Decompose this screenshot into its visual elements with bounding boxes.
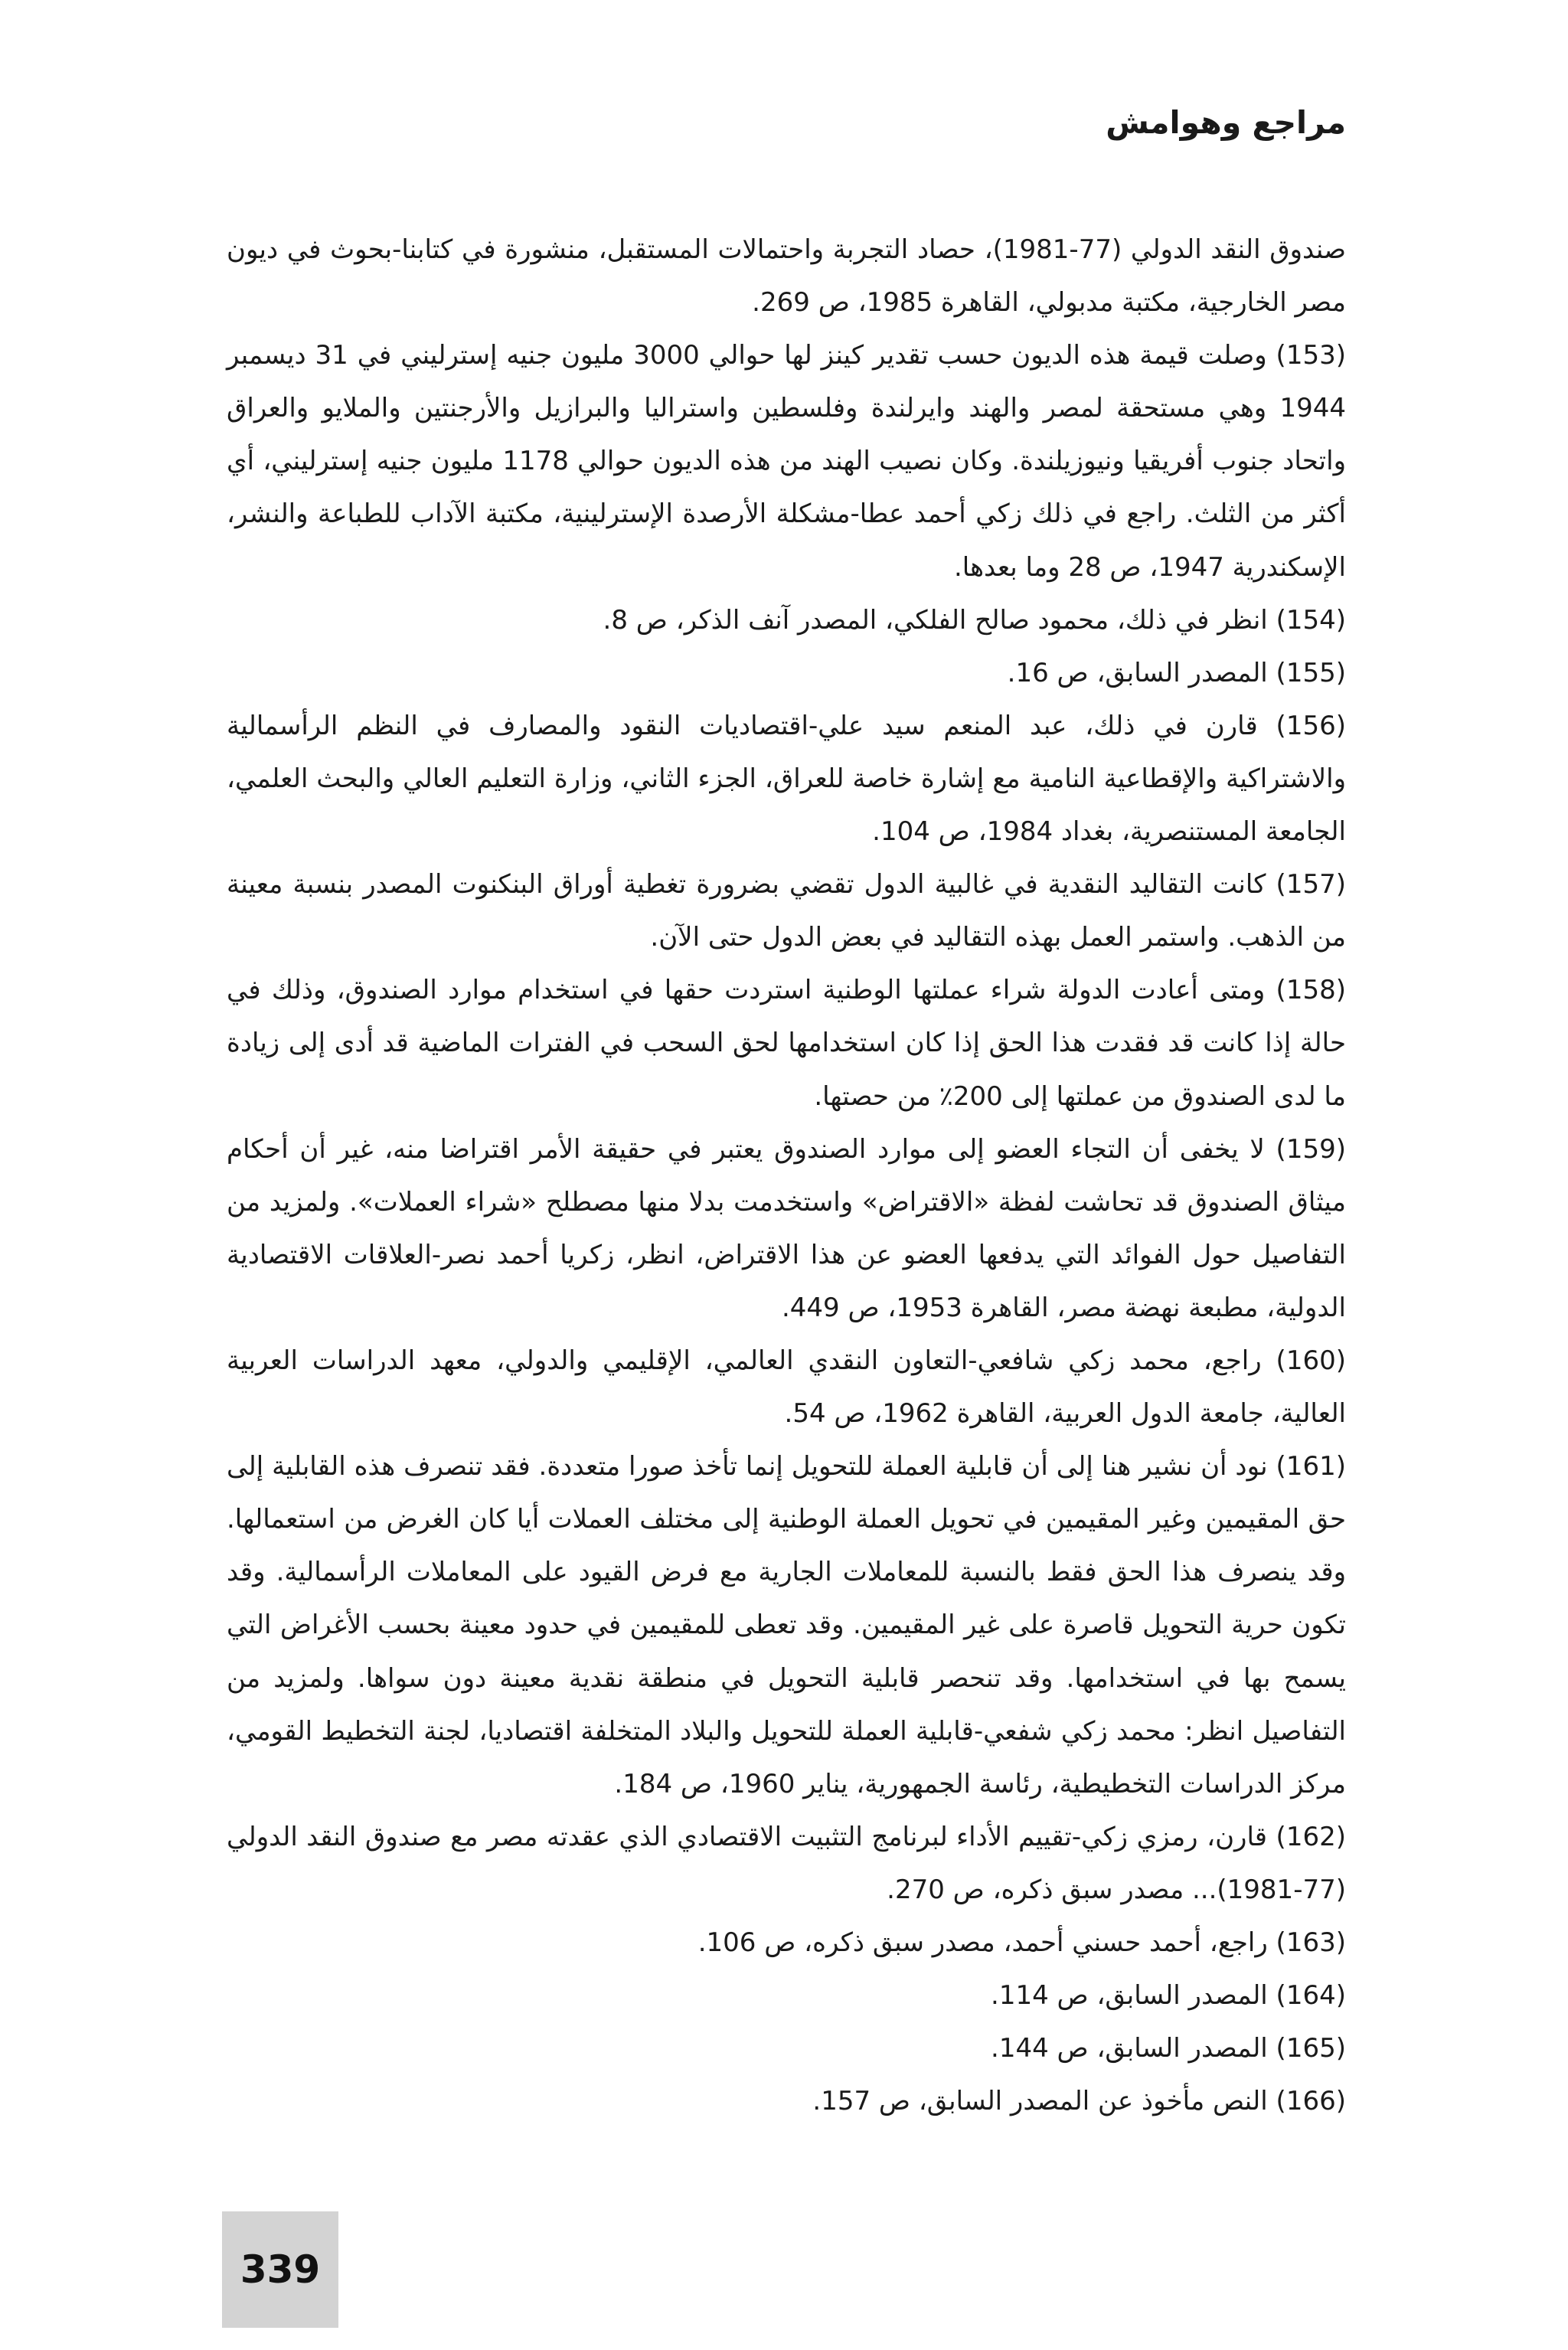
footnote-166: (166) النص مأخوذ عن المصدر السابق، ص 157.: [812, 2086, 1346, 2117]
footnote-163: (163) راجع، أحمد حسني أحمد، مصدر سبق ذكره، ص 106.: [697, 1927, 1346, 1958]
footnote-155: (155) المصدر السابق، ص 16.: [1007, 657, 1346, 688]
page-number-box: [222, 2211, 338, 2328]
footnote-153: (153) وصلت قيمة هذه الديون حسب تقدير كينز لها حوالي 3000 مليون جنيه إسترليني في 31 ديسمبر 1944 وهي مستحقة لمصر والهند وايرلندة وفلسطين واستراليا والبرازيل والأرجنتين والملايو والعراق واتحاد جنوب أفريقيا ونيوزيلندة. وكان نصيب الهند من هذه الديون حوالي 1178 مليون جنيه إسترليني، أي أكثر من الثلث. راجع في ذلك زكي أحمد عطا-مشكلة الأرصدة الإسترلينية، مكتبة الآداب للطباعة والنشر، الإسكندرية 1947، ص 28 وما بعدها.: [227, 340, 1346, 583]
footnote-162: (162) قارن، رمزي زكي-تقييم الأداء لبرنامج التثبيت الاقتصادي الذي عقدته مصر مع صندوق النقد الدولي (77-1981)... مصدر سبق ذكره، ص 270.: [227, 1821, 1346, 1905]
footnote-164: (164) المصدر السابق، ص 114.: [991, 1980, 1346, 2012]
footnote-158: (158) ومتى أعادت الدولة شراء عملتها الوطنية استردت حقها في استخدام موارد الصندوق، وذلك في حالة إذا كانت قد فقدت هذا الحق إذا كان استخدامها لحق السحب في الفترات الماضية قد أدى إلى زيادة ما لدى الصندوق من عملتها إلى 200٪ من حصتها.: [227, 975, 1346, 1112]
footnote-160: (160) راجع، محمد زكي شافعي-التعاون النقدي العالمي، الإقليمي والدولي، معهد الدراسات العربية العالية، جامعة الدول العربية، القاهرة 1962، ص 54.: [227, 1345, 1346, 1430]
footnote-156: (156) قارن في ذلك، عبد المنعم سيد علي-اقتصاديات النقود والمصارف في النظم الرأسمالية والاشتراكية والإقطاعية النامية مع إشارة خاصة للعراق، الجزء الثاني، وزارة التعليم العالي والبحث العلمي، الجامعة المستنصرية، بغداد 1984، ص 104.: [227, 710, 1346, 848]
page-number: 339: [240, 2247, 321, 2292]
footnote-161: (161) نود أن نشير هنا إلى أن قابلية العملة للتحويل إنما تأخذ صورا متعددة. فقد تنصرف هذه القابلية إلى حق المقيمين وغير المقيمين في تحويل العملة الوطنية إلى مختلف العملات أيا كان الغرض من استعمالها. وقد ينصرف هذا الحق فقط بالنسبة للمعاملات الجارية مع فرض القيود على المعاملات الرأسمالية. وقد تكون حرية التحويل قاصرة على غير المقيمين. وقد تعطى للمقيمين في حدود معينة بحسب الأغراض التي يسمح بها في استخدامها. وقد تنحصر قابلية التحويل في منطقة نقدية معينة دون سواها. ولمزيد من التفاصيل انظر: محمد زكي شفعي-قابلية العملة للتحويل والبلاد المتخلفة اقتصاديا، لجنة التخطيط القومي، مركز الدراسات التخطيطية، رئاسة الجمهورية، يناير 1960، ص 184.: [227, 1451, 1346, 1799]
page-header-title: مراجع وهوامش: [1106, 104, 1346, 141]
footnote-157: (157) كانت التقاليد النقدية في غالبية الدول تقضي بضرورة تغطية أوراق البنكنوت المصدر بنسبة معينة من الذهب. واستمر العمل بهذه التقاليد في بعض الدول حتى الآن.: [227, 869, 1346, 953]
footnote-154: (154) انظر في ذلك، محمود صالح الفلكي، المصدر آنف الذكر، ص 8.: [603, 604, 1346, 636]
footnotes-list: [227, 224, 1346, 2128]
footnote-159: (159) لا يخفى أن التجاء العضو إلى موارد الصندوق يعتبر في حقيقة الأمر اقتراضا منه، غير أن أحكام ميثاق الصندوق قد تحاشت لفظة «الاقتراض» واستخدمت بدلا منها مصطلح «شراء العملات». ولمزيد من التفاصيل حول الفوائد التي يدفعها العضو عن هذا الاقتراض، انظر، زكريا أحمد نصر-العلاقات الاقتصادية الدولية، مطبعة نهضة مصر، القاهرة 1953، ص 449.: [227, 1133, 1346, 1323]
footnote-continuation: صندوق النقد الدولي (77-1981)، حصاد التجربة واحتمالات المستقبل، منشورة في كتابنا-بحوث في ديون مصر الخارجية، مكتبة مدبولي، القاهرة 1985، ص 269.: [227, 234, 1346, 319]
footnote-165: (165) المصدر السابق، ص 144.: [991, 2033, 1346, 2064]
